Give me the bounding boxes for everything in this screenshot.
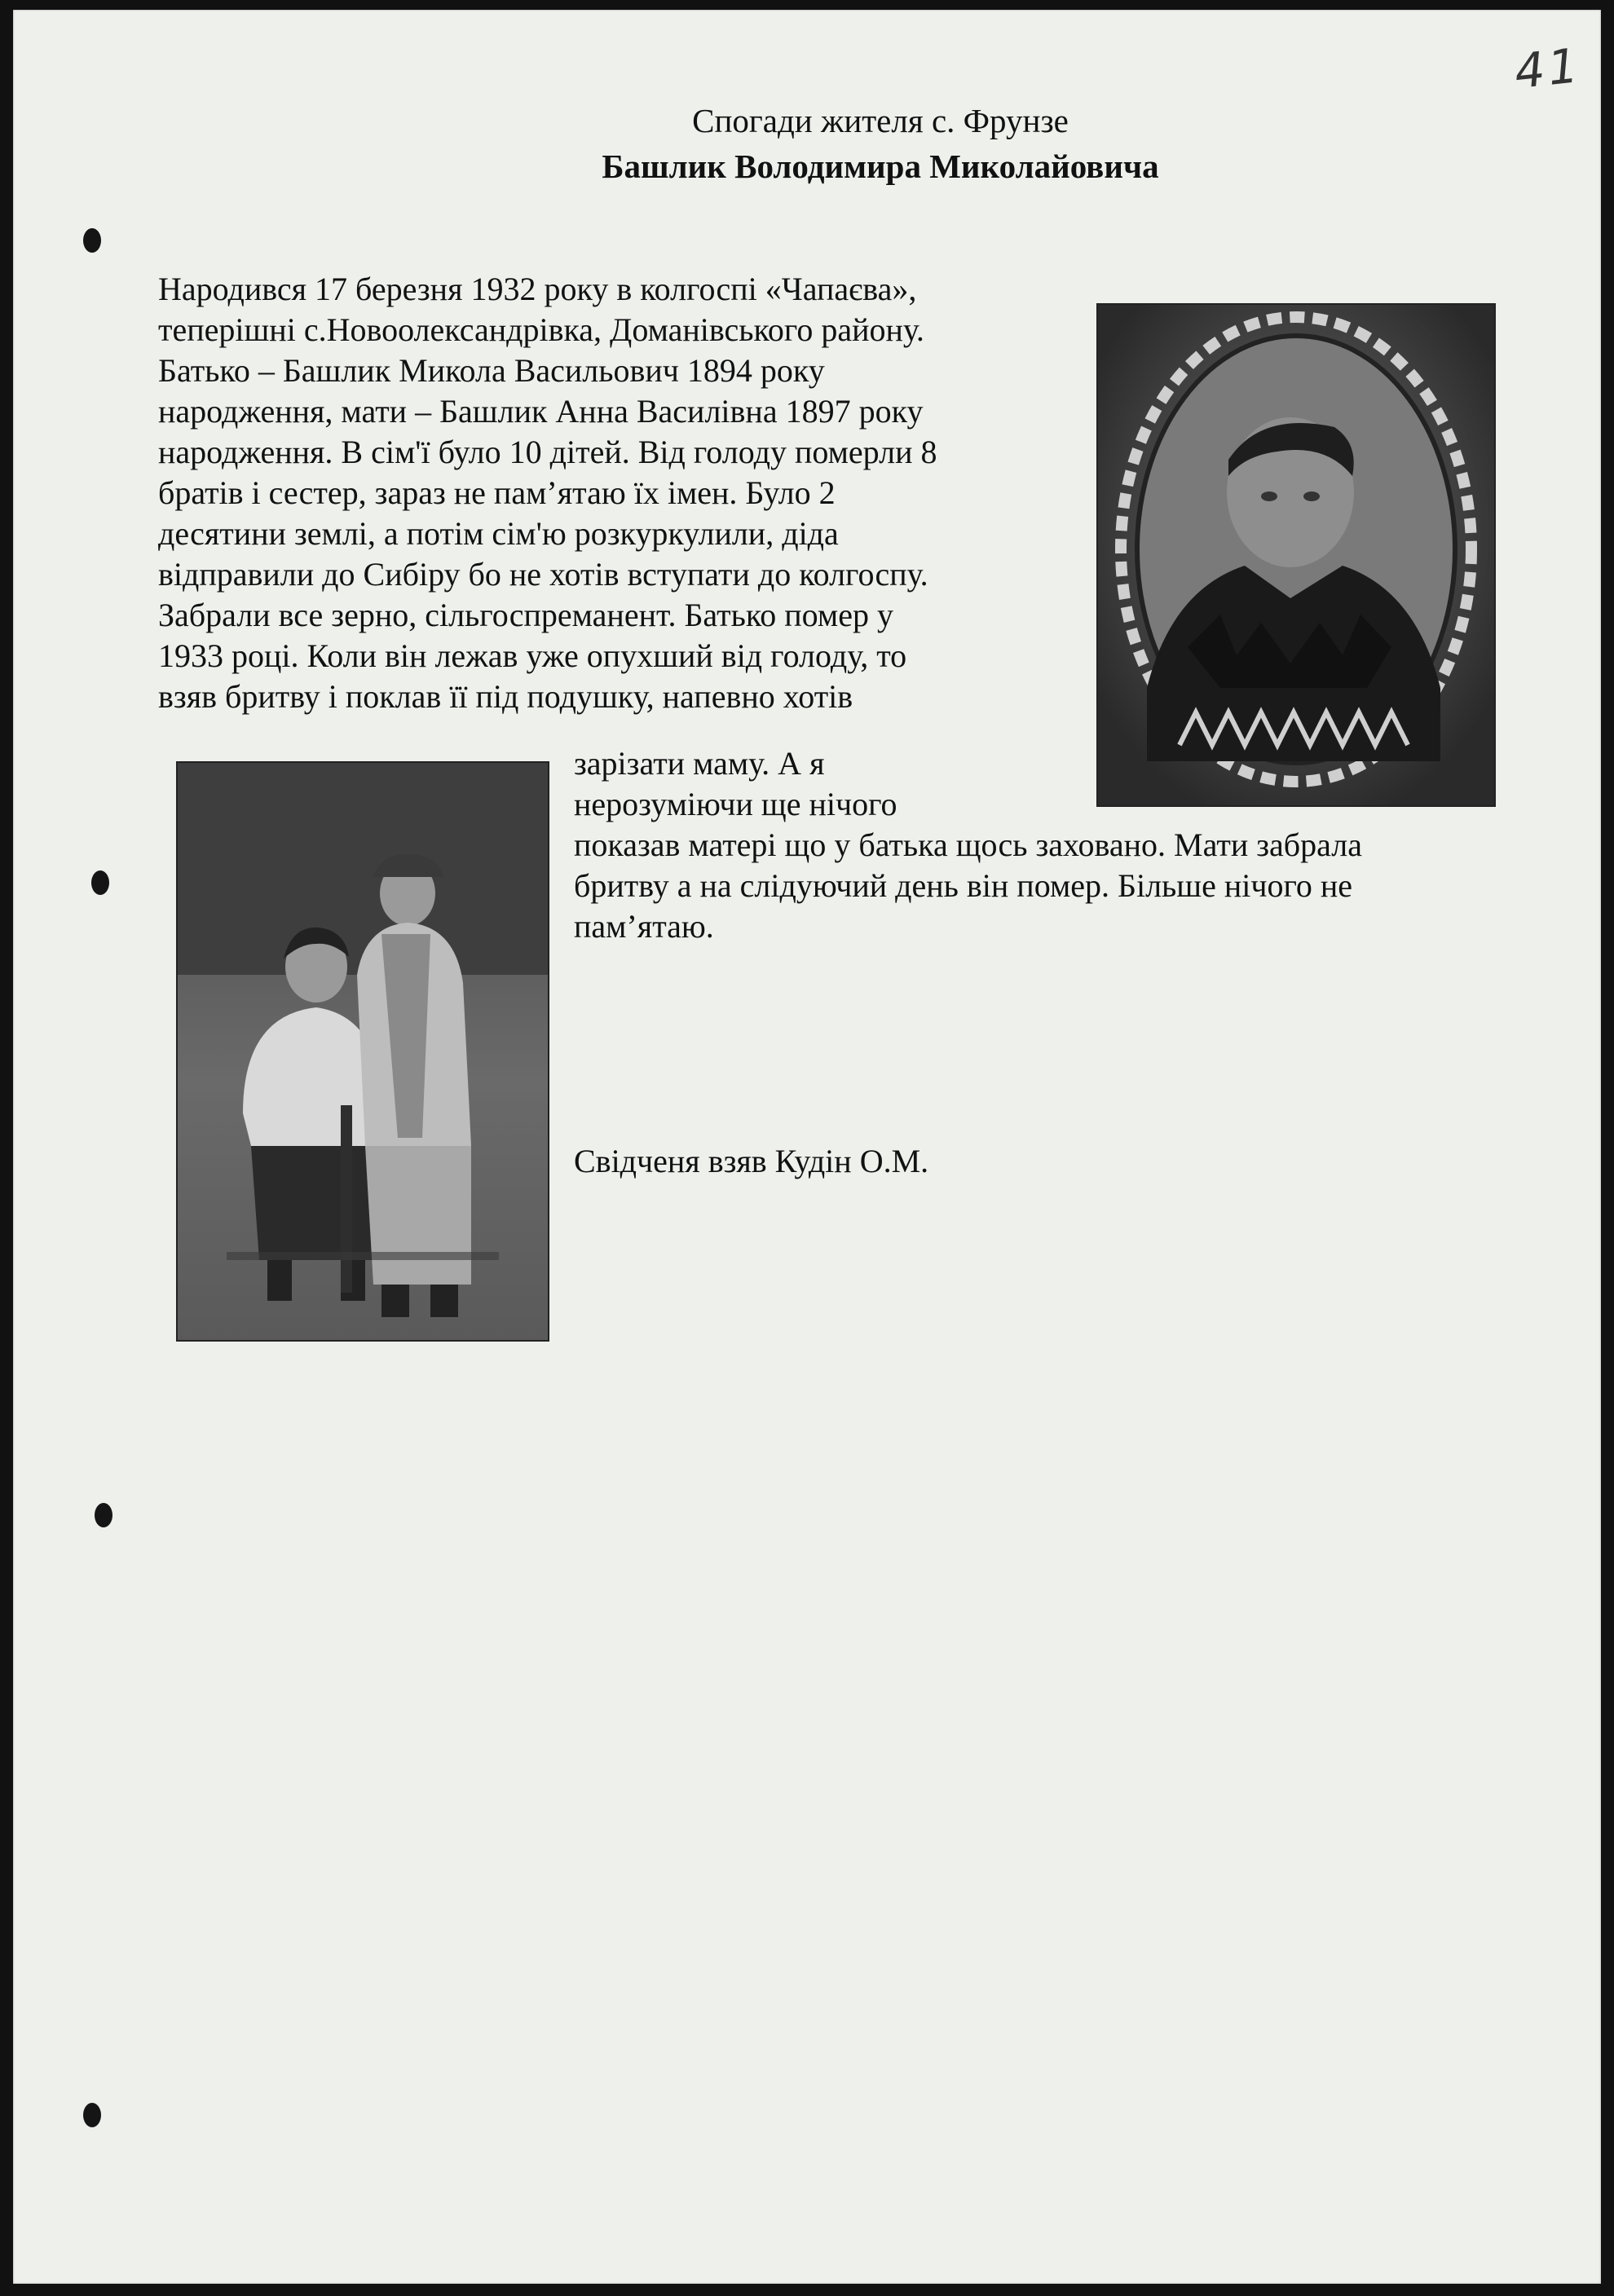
couple-photo <box>176 761 549 1342</box>
body-line: зарізати маму. А я <box>574 745 825 782</box>
punch-hole <box>83 228 101 253</box>
body-line: пам’ятаю. <box>574 908 714 945</box>
body-line: братів і сестер, зараз не пам’ятаю їх імен. Було 2 <box>158 474 836 511</box>
document-page <box>13 10 1601 2284</box>
page-number: 41 <box>1511 37 1585 100</box>
witness-note: Свідченя взяв Кудін О.М. <box>574 1143 929 1179</box>
body-line: Забрали все зерно, сільгоспреманент. Батько помер у <box>158 597 893 633</box>
document-title: Спогади жителя с. Фрунзе <box>692 102 1069 139</box>
punch-hole <box>91 870 109 895</box>
body-line: Народився 17 березня 1932 року в колгоспі «Чапаєва», <box>158 271 917 307</box>
body-line: 1933 році. Коли він лежав уже опухший від голоду, то <box>158 637 907 674</box>
body-line: взяв бритву і поклав її під подушку, напевно хотів <box>158 678 853 715</box>
body-line: теперішні с.Новоолександрівка, Доманівського району. <box>158 311 924 348</box>
couple-photo-graphic <box>178 763 548 1340</box>
document-subtitle: Башлик Володимира Миколайовича <box>602 148 1159 185</box>
body-line: відправили до Сибіру бо не хотів вступати до колгоспу. <box>158 556 928 593</box>
punch-hole <box>95 1503 112 1527</box>
punch-hole <box>83 2103 101 2127</box>
portrait-photo <box>1096 303 1496 807</box>
portrait-photo-graphic <box>1098 305 1494 805</box>
body-line: Батько – Башлик Микола Васильович 1894 року <box>158 352 825 389</box>
body-line: народження. В сім'ї було 10 дітей. Від голоду померли 8 <box>158 434 937 470</box>
body-line: бритву а на слідуючий день він помер. Більше нічого не <box>574 867 1353 904</box>
body-text <box>158 269 937 717</box>
body-line: народження, мати – Башлик Анна Василівна 1897 року <box>158 393 924 430</box>
body-line: десятини землі, а потім сім'ю розкуркулили, діда <box>158 515 839 552</box>
body-line: нерозуміючи ще нічого <box>574 786 897 822</box>
body-line: показав матері що у батька щось заховано. Мати забрала <box>574 826 1362 863</box>
